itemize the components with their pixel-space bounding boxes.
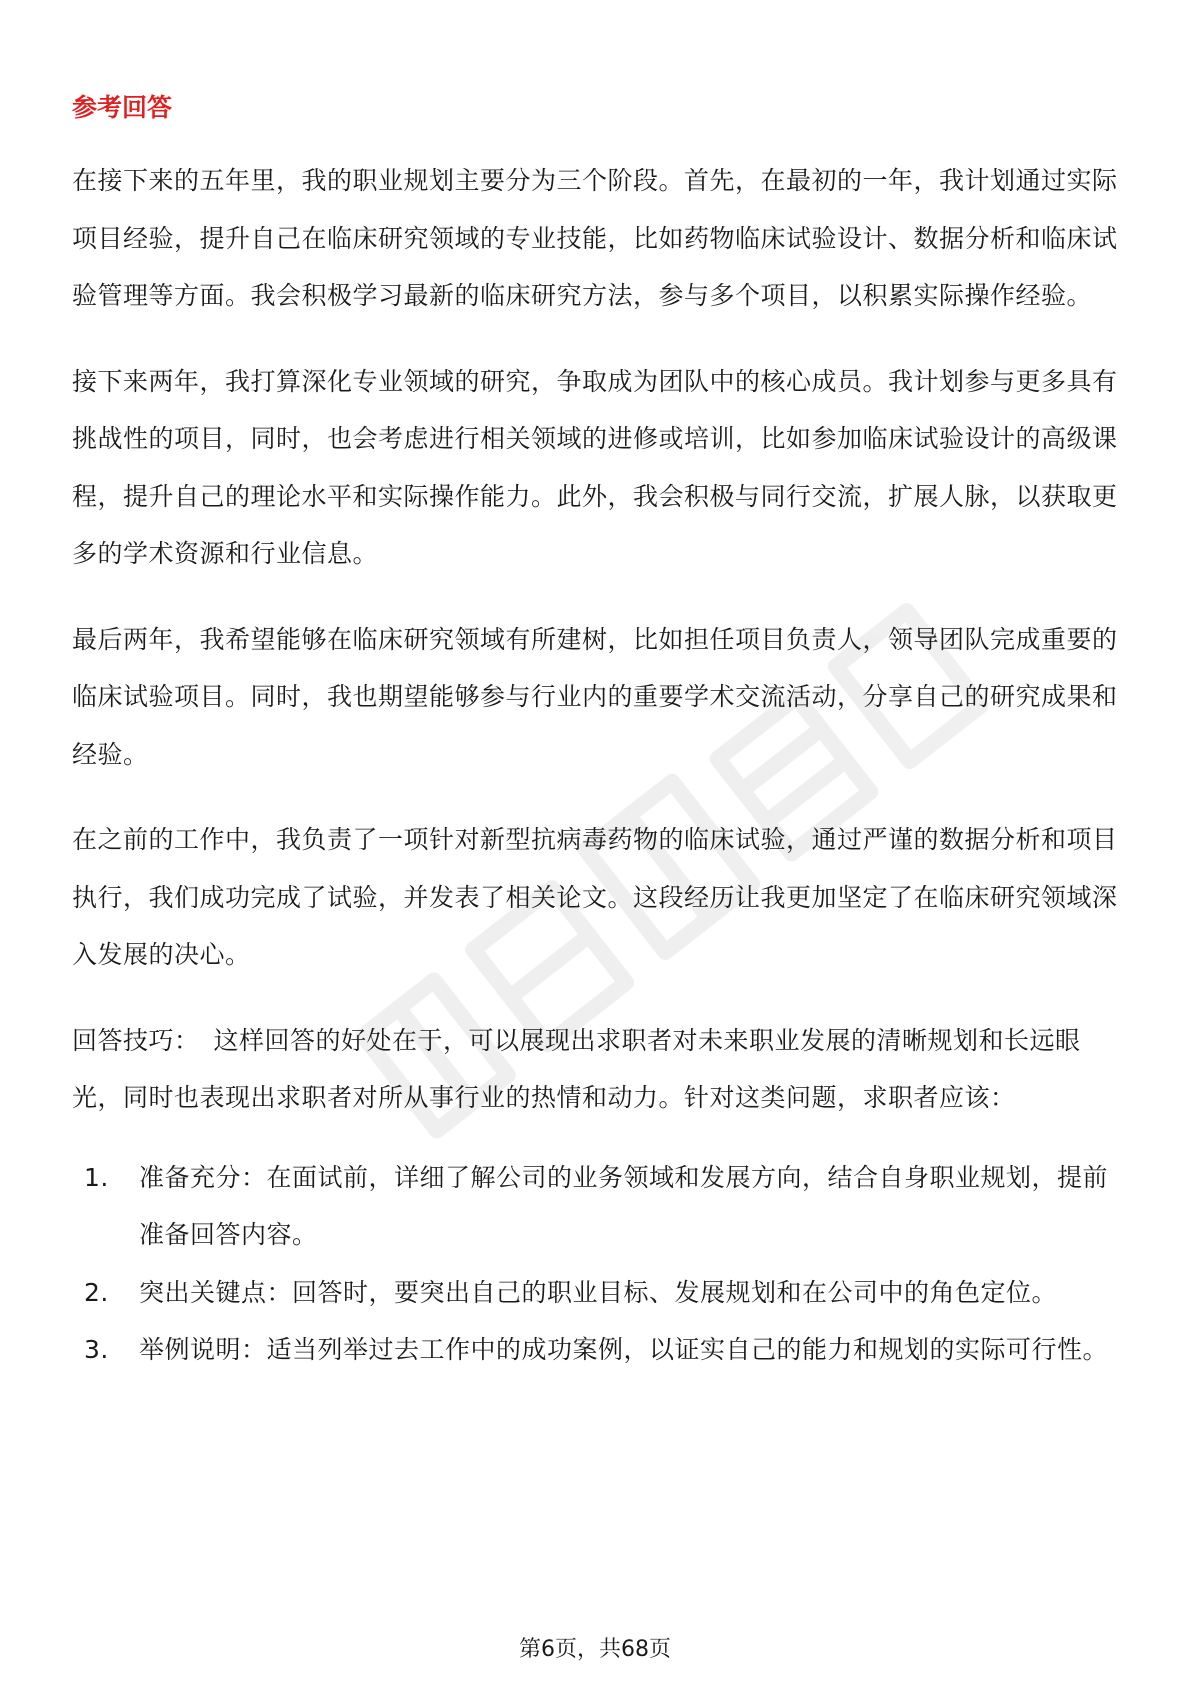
answer-paragraph-2: 接下来两年，我打算深化专业领域的研究，争取成为团队中的核心成员。我计划参与更多具有挑战性的项目，同时，也会考虑进行相关领域的进修或培训，比如参加临床试验设计的高级课程，提升自己的理论水平和实际操作能力。此外，我会积极与同行交流，扩展人脉，以获取更多的学术资源和行业信息。 (72, 366, 1118, 568)
tips-list (72, 1149, 1122, 1379)
answer-paragraph-3: 最后两年，我希望能够在临床研究领域有所建树，比如担任项目负责人，领导团队完成重要的临床试验项目。同时，我也期望能够参与行业内的重要学术交流活动，分享自己的研究成果和经验。 (72, 624, 1118, 769)
answer-paragraph-4: 在之前的工作中，我负责了一项针对新型抗病毒药物的临床试验，通过严谨的数据分析和项目执行，我们成功完成了试验，并发表了相关论文。这段经历让我更加坚定了在临床研究领域深入发展的决心。 (72, 825, 1118, 969)
list-item (84, 1149, 1122, 1264)
list-item-number: 1. (84, 1162, 109, 1192)
page-number: 第6页，共68页 (519, 1637, 671, 1662)
list-item-number: 3. (84, 1335, 109, 1364)
document-body (72, 88, 1122, 1379)
tips-text: 这样回答的好处在于，可以展现出求职者对未来职业发展的清晰规划和长远眼光，同时也表现出求职者对所从事行业的热情和动力。针对这类问题，求职者应该： (72, 1025, 1081, 1112)
list-item-number: 2. (84, 1277, 109, 1307)
list-item (84, 1264, 1122, 1322)
list-item-text: 准备充分：在面试前，详细了解公司的业务领域和发展方向，结合自身职业规划，提前准备回答内容。 (139, 1162, 1109, 1249)
list-item (84, 1321, 1122, 1379)
tips-label: 回答技巧： (72, 1025, 200, 1055)
tips-paragraph (72, 1012, 1122, 1127)
answer-paragraph-1: 在接下来的五年里，我的职业规划主要分为三个阶段。首先，在最初的一年，我计划通过实际项目经验，提升自己在临床研究领域的专业技能，比如药物临床试验设计、数据分析和临床试验管理等方面。我会积极学习最新的临床研究方法，参与多个项目，以积累实际操作经验。 (72, 166, 1118, 310)
list-item-text: 举例说明：适当列举过去工作中的成功案例，以证实自己的能力和规划的实际可行性。 (139, 1335, 1109, 1364)
section-heading: 参考回答 (72, 93, 173, 122)
list-item-text: 突出关键点：回答时，要突出自己的职业目标、发展规划和在公司中的角色定位。 (139, 1277, 1058, 1307)
